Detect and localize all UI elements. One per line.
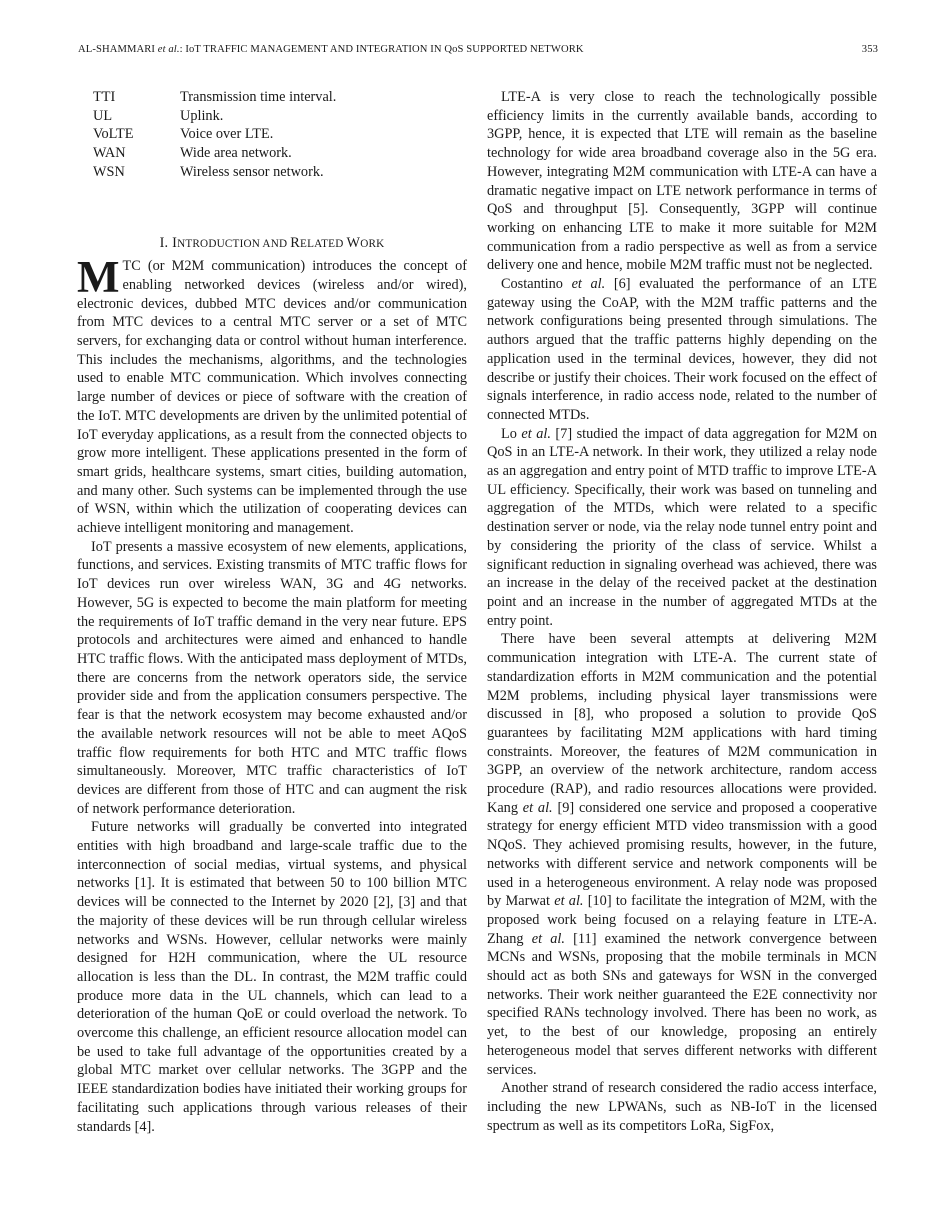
running-header — [78, 44, 878, 60]
paragraph: Another strand of research considered the radio access interface, including the new LPWANs, such as NB-IoT in the licensed spectrum as well as its competitors LoRa, SigFox, — [487, 1080, 877, 1134]
paragraph: LTE-A is very close to reach the technologically possible efficiency limits in the currently available bands, according to 3GPP, hence, it is expected that LTE will remain as the baseline technology for wide area broadband coverage also in the 5G era. However, integrating M2M communication with LTE-A can have a dramatic negative impact on LTE network performance in terms of QoS and throughput [5]. Consequently, 3GPP will continue working on enhancing LTE to make it more suitable for M2M communication from a radio perspective as well as from a service delivery one and hence, mobile M2M traffic must not be neglected. — [487, 89, 877, 274]
abbreviation-row: TTI Transmission time interval. — [93, 89, 337, 105]
left-column — [77, 88, 467, 1136]
paragraph: MTC (or M2M communication) introduces the concept of enabling networked devices (wireless and/or wired), electronic devices, dubbed MTC devices and/or communication from MTC devices to a central MTC server or a set of MTC servers, for exchanging data or control without human interference. This includes the mechanisms, algorithms, and the technologies used to enable MTC communication. Which involves connecting large number of devices or piece of software with the creation of the IoT. MTC developments are driven by the unlimited potential of IoT everyday applications, as a result from the connected objects to grow more intelligent. These applications presented in the form of smart grids, healthcare systems, smart cities, building automation, and many other. Such systems can be implemented through the use of WSN, within which the utilization of cooperating devices can achieve intelligent monitoring and management. — [77, 252, 467, 537]
abbreviation-row: UL Uplink. — [93, 107, 224, 124]
drop-cap: M — [77, 252, 120, 303]
page-number: 353 — [861, 44, 878, 55]
section-heading: I. INTRODUCTION AND RELATED WORK — [159, 234, 385, 251]
abbreviation-row: WAN Wide area network. — [93, 145, 292, 162]
abbreviation-row: WSN Wireless sensor network. — [93, 163, 324, 180]
right-column — [487, 88, 877, 1135]
paragraph: Costantino et al. [6] evaluated the performance of an LTE gateway using the CoAP, with the M2M traffic patterns and the network configurations being presented through simulations. The authors argued that the traffic patterns highly depending on the application used in the terminal devices, however, they did not describe or justify their choices. Their work focused on the effect of signals interference, in radio access node, related to the number of connected MTDs. — [487, 276, 877, 423]
abbreviation-row: VoLTE Voice over LTE. — [93, 126, 274, 143]
paragraph: Lo et al. [7] studied the impact of data aggregation for M2M on QoS in an LTE-A network. In their work, they utilized a relay node as an aggregation and entry point of MTD traffic to improve LTE-A UL efficiency. Specifically, their work was based on tunneling and aggregation of the MTDs, which were related to a specific destination server or node, via the relay node tunnel entry point and by considering the priority of the class of service. Whilst a significant reduction in signaling overhead was achieved, there was an increase in the delay of the received packet at the destination point and an increase in the number of aggregated MTDs at the entry point. — [487, 425, 877, 629]
paragraph: IoT presents a massive ecosystem of new elements, applications, functions, and services. Existing transmits of MTC traffic flows for IoT devices run over wireless WAN, 3G and 4G networks. However, 5G is expected to become the main platform for meeting the requirements of IoT traffic demand in the very near future. EPS protocols and architectures were aimed and enhanced to handle HTC traffic flows. With the anticipated mass deployment of MTDs, there are concerns from the network operators side, the service provider side and from the application consumers perspective. The fear is that the network ecosystem may become exhausted and/or the available network resources will not be able to meet AQoS traffic flow requirements for both HTC and MTC traffic flows simultaneously. Moreover, MTC traffic characteristics of IoT devices are different from those of HTC and can augment the risk of network performance deterioration. — [77, 538, 467, 817]
paragraph: There have been several attempts at delivering M2M communication integration with LTE-A. The current state of standardization efforts in M2M communication and the potential M2M problems, including physical layer transmissions were discussed in [8], who proposed a solution to provide QoS guarantees by facilitating M2M applications with hard timing constraints. Moreover, the features of M2M communication in 3GPP, an overview of the network architecture, random access procedure (RAP), and radio resources allocations were provided. Kang et al. [9] considered one service and proposed a cooperative strategy for energy efficient MTD video transmission with a good NQoS. They achieved promising results, however, in the future, networks with different service and network components will be used in a heterogeneous environment. A relay node was proposed by Marwat et al. [10] to facilitate the integration of M2M, with the proposed work being focused on a relaying feature in LTE-A. Zhang et al. [11] examined the network convergence between MCNs and WSNs, proposing that the mobile terminals in MCN should act as both SNs and gateways for WSN in the converged networks. Their work neither guaranteed the E2E connectivity nor specified RANs technology involved. There has been no work, as yet, to the best of our knowledge, proposing an entirely heterogeneous model that serves different networks with different services. — [487, 631, 878, 1078]
paragraph: Future networks will gradually be converted into integrated entities with high broadband and large-scale traffic due to the interconnection of social medias, virtual systems, and physical networks [1]. It is estimated that between 50 to 100 billion MTC devices will be connected to the Internet by 2020 [2], [3] and that the majority of these devices will be run through cellular wireless networks and WSNs. However, cellular networks were mainly designed for H2H communication, where the UL resource allocation is less than the DL. In contrast, the M2M traffic could produce more data in the UL channels, which can lead to a deterioration of the human QoE or could overload the network. To overcome this challenge, an efficient resource allocation model can be used to take full advantage of the opportunities created by a global MTC market over cellular networks. The 3GPP and the IEEE standardization bodies have initiated their working groups for facilitating such applications through various releases of their standards [4]. — [77, 819, 467, 1135]
header-title: AL-SHAMMARI et al.: IoT TRAFFIC MANAGEMENT AND INTEGRATION IN QoS SUPPORTED NETWORK — [78, 44, 584, 55]
abbreviation-list — [77, 88, 467, 182]
